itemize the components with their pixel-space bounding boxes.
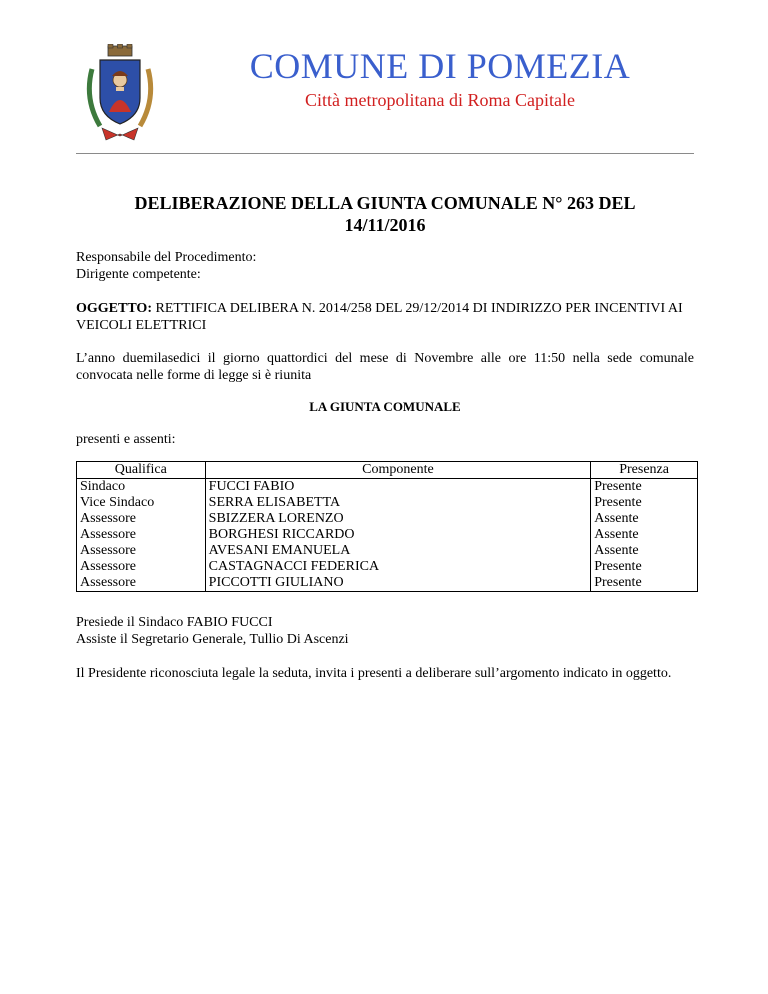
cell-componente: AVESANI EMANUELA bbox=[205, 543, 591, 559]
oggetto-block bbox=[76, 300, 694, 334]
deliberation-title bbox=[76, 192, 694, 236]
table-row bbox=[77, 479, 698, 496]
presiede-line: Presiede il Sindaco FABIO FUCCI bbox=[76, 615, 273, 630]
cell-presenza: Presente bbox=[591, 495, 698, 511]
header-componente: Componente bbox=[205, 462, 591, 479]
cell-presenza: Assente bbox=[591, 543, 698, 559]
cell-componente: SBIZZERA LORENZO bbox=[205, 511, 591, 527]
cell-qualifica: Sindaco bbox=[77, 479, 206, 496]
closing-paragraph: Il Presidente riconosciuta legale la seduta, invita i presenti a deliberare sull’argomento indicato in oggetto. bbox=[76, 666, 672, 681]
header-divider bbox=[76, 153, 694, 154]
cell-presenza: Presente bbox=[591, 575, 698, 592]
table-row bbox=[77, 511, 698, 527]
cell-componente: FUCCI FABIO bbox=[205, 479, 591, 496]
cell-qualifica: Assessore bbox=[77, 575, 206, 592]
cell-qualifica: Assessore bbox=[77, 559, 206, 575]
cell-presenza: Presente bbox=[591, 479, 698, 496]
cell-qualifica: Assessore bbox=[77, 511, 206, 527]
members-table bbox=[76, 461, 698, 592]
oggetto-text: RETTIFICA DELIBERA N. 2014/258 DEL 29/12/2014 DI INDIRIZZO PER INCENTIVI AI VEICOLI ELETTRICI bbox=[76, 301, 683, 333]
dirigente-competente: Dirigente competente: bbox=[76, 267, 201, 282]
intro-paragraph: L’anno duemilasedici il giorno quattordici del mese di Novembre alle ore 11:50 nella sede comunale convocata nelle forme di legge si è riunita bbox=[76, 351, 694, 383]
responsabili-block bbox=[76, 249, 694, 283]
cell-qualifica: Assessore bbox=[77, 527, 206, 543]
deliberation-title-line1: DELIBERAZIONE DELLA GIUNTA COMUNALE N° 263 DEL bbox=[134, 193, 636, 213]
assiste-line: Assiste il Segretario Generale, Tullio Di Ascenzi bbox=[76, 632, 349, 647]
cell-qualifica: Assessore bbox=[77, 543, 206, 559]
header-qualifica: Qualifica bbox=[77, 462, 206, 479]
table-row bbox=[77, 559, 698, 575]
table-row bbox=[77, 575, 698, 592]
presenti-label: presenti e assenti: bbox=[76, 432, 176, 447]
cell-presenza: Presente bbox=[591, 559, 698, 575]
cell-qualifica: Vice Sindaco bbox=[77, 495, 206, 511]
cell-presenza: Assente bbox=[591, 527, 698, 543]
municipality-name: COMUNE DI POMEZIA bbox=[249, 46, 631, 86]
deliberation-title-line2: 14/11/2016 bbox=[344, 215, 426, 235]
cell-componente: SERRA ELISABETTA bbox=[205, 495, 591, 511]
header-presenza: Presenza bbox=[591, 462, 698, 479]
municipality-subtitle: Città metropolitana di Roma Capitale bbox=[305, 90, 575, 110]
table-row bbox=[77, 543, 698, 559]
responsabile-procedimento: Responsabile del Procedimento: bbox=[76, 250, 257, 265]
oggetto-label: OGGETTO: bbox=[76, 301, 152, 316]
municipal-crest-icon bbox=[82, 44, 158, 144]
presidency-block bbox=[76, 614, 694, 648]
giunta-heading: LA GIUNTA COMUNALE bbox=[309, 399, 461, 414]
table-row bbox=[77, 495, 698, 511]
table-row bbox=[77, 527, 698, 543]
table-header-row bbox=[77, 462, 698, 479]
cell-componente: BORGHESI RICCARDO bbox=[205, 527, 591, 543]
cell-presenza: Assente bbox=[591, 511, 698, 527]
cell-componente: CASTAGNACCI FEDERICA bbox=[205, 559, 591, 575]
cell-componente: PICCOTTI GIULIANO bbox=[205, 575, 591, 592]
